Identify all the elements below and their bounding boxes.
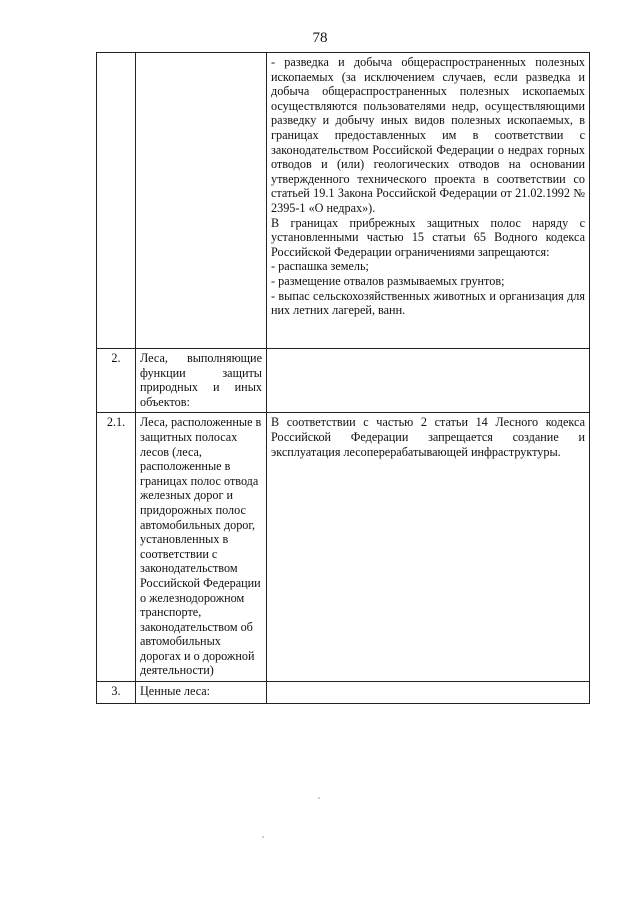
text-paragraph: - разведка и добыча общераспространенных полезных ископаемых (за исключением случаев, если разведка и добыча общераспространенных полезных ископаемых осуществляются пользователями недр, осуществляющими разведку и добычу иных видов полезных ископаемых, в границах предоставленных им в соответствии с законодательством Российской Федерации о недрах горных отводов и (или) геологических отводов на основании утвержденного технического проекта в соответствии со статьей 19.1 Закона Российской Федерации от 21.02.1992 № 2395-1 «О недрах»). — [271, 55, 585, 215]
text-paragraph: - выпас сельскохозяйственных животных и организация для них летних лагерей, ванн. — [271, 288, 585, 318]
row-number-cell: 3. — [97, 682, 136, 704]
scan-speck — [262, 836, 264, 838]
row-text-cell — [267, 413, 590, 682]
row-number-cell: 2.1. — [97, 413, 136, 682]
row-name-cell: Леса, расположенные в защитных полосах лесов (леса, расположенные в границах полос отвода железных дорог и придорожных полос автомобильных дорог, установленных в соответствии с законодательством Российской Федерации о железнодорожном транспорте, законодательством об автомобильных дорогах и о дорожной деятельности) — [136, 413, 267, 682]
page-number: 78 — [312, 30, 328, 46]
text-paragraph: В границах прибрежных защитных полос наряду с установленными частью 15 статьи 65 Водного кодекса Российской Федерации ограничениями запрещаются: — [271, 215, 585, 259]
row-number-cell — [97, 53, 136, 349]
table-row — [97, 53, 590, 349]
row-number-cell: 2. — [97, 349, 136, 413]
text-paragraph: В соответствии с частью 2 статьи 14 Лесного кодекса Российской Федерации запрещается создание и эксплуатация лесоперерабатывающей инфраструктуры. — [271, 415, 585, 459]
document-table — [96, 52, 590, 704]
scan-speck — [318, 797, 320, 799]
table-row — [97, 413, 590, 682]
row-text-cell — [267, 349, 590, 413]
row-name-cell: Ценные леса: — [136, 682, 267, 704]
table-row — [97, 682, 590, 704]
row-name-cell — [136, 53, 267, 349]
text-paragraph: - размещение отвалов размываемых грунтов; — [271, 273, 505, 288]
table-row — [97, 349, 590, 413]
row-name-cell: Леса, выполняющие функции защиты природных и иных объектов: — [136, 349, 267, 413]
row-text-cell — [267, 53, 590, 349]
row-text-cell — [267, 682, 590, 704]
text-paragraph: - распашка земель; — [271, 259, 369, 274]
